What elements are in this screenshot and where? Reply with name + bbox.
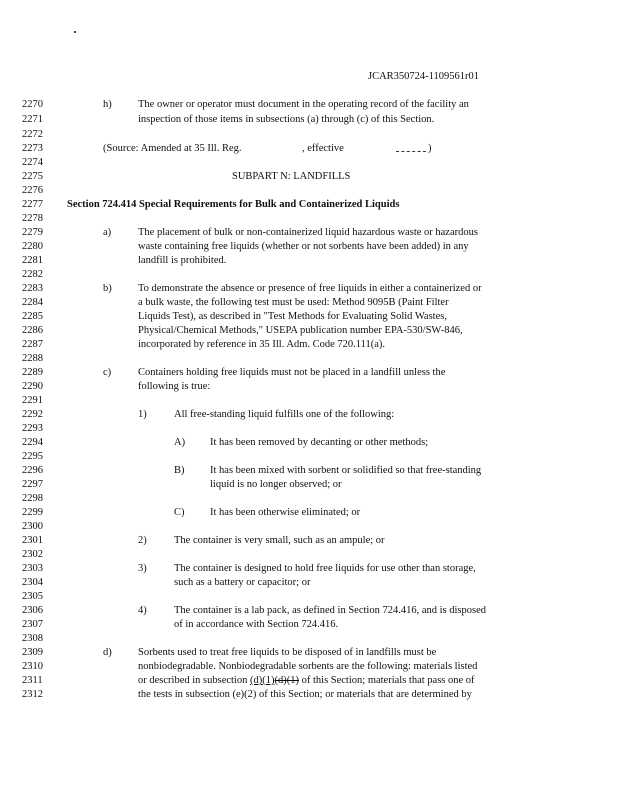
item-a-text: landfill is prohibited. — [138, 255, 227, 266]
line-number: 2299 — [22, 507, 43, 518]
line-number: 2275 — [22, 171, 43, 182]
item-b-text: Physical/Chemical Methods," USEPA publication number EPA-530/SW-846, — [138, 325, 463, 336]
line-number: 2303 — [22, 563, 43, 574]
line-number: 2311 — [22, 675, 43, 686]
item-a-text: The placement of bulk or non-containerized liquid hazardous waste or hazardous — [138, 227, 478, 238]
subsubitem-label-B: B) — [174, 465, 185, 476]
line-number: 2294 — [22, 437, 43, 448]
item-label-h: h) — [103, 99, 112, 110]
line-number: 2279 — [22, 227, 43, 238]
item-c-text: Containers holding free liquids must not be placed in a landfill unless the — [138, 367, 446, 378]
item-label-a: a) — [103, 227, 112, 238]
line-number: 2307 — [22, 619, 43, 630]
line-number: 2291 — [22, 395, 43, 406]
line-number: 2290 — [22, 381, 43, 392]
line-number: 2300 — [22, 521, 43, 532]
line-number: 2274 — [22, 157, 43, 168]
line-number: 2302 — [22, 549, 43, 560]
subitem-3-text: The container is designed to hold free liquids for use other than storage, — [174, 563, 476, 574]
line-number: 2301 — [22, 535, 43, 546]
subsubitem-B-text: It has been mixed with sorbent or solidified so that free-standing — [210, 465, 482, 476]
line-number: 2273 — [22, 143, 43, 154]
item-b-text: Liquids Test), as described in "Test Methods for Evaluating Solid Wastes, — [138, 311, 447, 322]
line-number: 2286 — [22, 325, 43, 336]
document-id: JCAR350724-1109561r01 — [368, 71, 480, 82]
line-number: 2292 — [22, 409, 43, 420]
line-number: 2296 — [22, 465, 43, 476]
source-close: ) — [428, 143, 432, 154]
subpart-heading: SUBPART N: LANDFILLS — [232, 171, 351, 182]
subitem-4-text: of in accordance with Section 724.416. — [174, 619, 339, 630]
line-number: 2280 — [22, 241, 43, 252]
line-number: 2284 — [22, 297, 43, 308]
item-b-text: To demonstrate the absence or presence of free liquids in either a containerized or — [138, 283, 482, 294]
line-number: 2293 — [22, 423, 43, 434]
item-d-text-part: of this Section; materials that pass one of — [298, 675, 475, 686]
subitem-1-text: All free-standing liquid fulfills one of the following: — [174, 409, 395, 420]
item-h-text: The owner or operator must document in the operating record of the facility an — [138, 99, 469, 110]
line-number: 2276 — [22, 185, 43, 196]
line-number: 2285 — [22, 311, 43, 322]
item-b-text: incorporated by reference in 35 Ill. Adm. Code 720.111(a). — [138, 339, 386, 350]
subitem-4-text: The container is a lab pack, as defined in Section 724.416, and is disposed — [174, 605, 487, 616]
subitem-label-4: 4) — [138, 605, 147, 616]
item-d-text — [138, 674, 475, 687]
line-number: 2304 — [22, 577, 43, 588]
subitem-label-1: 1) — [138, 409, 147, 420]
item-a-text: waste containing free liquids (whether or not sorbents have been added) in any — [138, 241, 469, 252]
effective-date-blank — [396, 151, 426, 152]
line-number: 2305 — [22, 591, 43, 602]
line-number: 2308 — [22, 633, 43, 644]
line-number: 2270 — [22, 99, 43, 110]
item-c-text: following is true: — [138, 381, 211, 392]
line-number: 2306 — [22, 605, 43, 616]
item-d-text: the tests in subsection (e)(2) of this Section; or materials that are determined by — [138, 689, 472, 700]
subitem-label-2: 2) — [138, 535, 147, 546]
item-label-c: c) — [103, 367, 112, 378]
item-h-text: inspection of those items in subsections (a) through (c) of this Section. — [138, 114, 435, 125]
item-label-b: b) — [103, 283, 112, 294]
item-b-text: a bulk waste, the following test must be used: Method 9095B (Paint Filter — [138, 297, 449, 308]
subsubitem-A-text: It has been removed by decanting or other methods; — [210, 437, 429, 448]
line-number: 2281 — [22, 255, 43, 266]
deleted-citation: (d)(1) — [274, 675, 299, 686]
line-number: 2298 — [22, 493, 43, 504]
line-number: 2310 — [22, 661, 43, 672]
line-number: 2272 — [22, 129, 43, 140]
source-note: (Source: Amended at 35 Ill. Reg. — [103, 143, 242, 154]
subsubitem-label-A: A) — [174, 437, 186, 448]
subsubitem-B-text: liquid is no longer observed; or — [210, 479, 342, 490]
line-number: 2312 — [22, 689, 43, 700]
line-number: 2278 — [22, 213, 43, 224]
source-effective: , effective — [302, 143, 344, 154]
line-number: 2295 — [22, 451, 43, 462]
inserted-citation: (d)(1) — [249, 675, 275, 686]
line-number: 2282 — [22, 269, 43, 280]
line-number: 2287 — [22, 339, 43, 350]
scan-speck — [74, 31, 76, 33]
line-number: 2277 — [22, 199, 43, 210]
item-d-text: Sorbents used to treat free liquids to be disposed of in landfills must be — [138, 647, 437, 658]
line-number: 2271 — [22, 114, 43, 125]
item-label-d: d) — [103, 647, 112, 658]
line-number: 2288 — [22, 353, 43, 364]
subsubitem-label-C: C) — [174, 507, 185, 518]
subitem-2-text: The container is very small, such as an ampule; or — [174, 535, 385, 546]
line-number: 2289 — [22, 367, 43, 378]
line-number: 2309 — [22, 647, 43, 658]
section-title: Section 724.414 Special Requirements for Bulk and Containerized Liquids — [67, 199, 400, 210]
line-number: 2297 — [22, 479, 43, 490]
subitem-label-3: 3) — [138, 563, 147, 574]
subitem-3-text: such as a battery or capacitor; or — [174, 577, 311, 588]
subsubitem-C-text: It has been otherwise eliminated; or — [210, 507, 361, 518]
item-d-text: nonbiodegradable. Nonbiodegradable sorbents are the following: materials listed — [138, 661, 478, 672]
item-d-text-part: or described in subsection — [138, 675, 250, 686]
line-number: 2283 — [22, 283, 43, 294]
